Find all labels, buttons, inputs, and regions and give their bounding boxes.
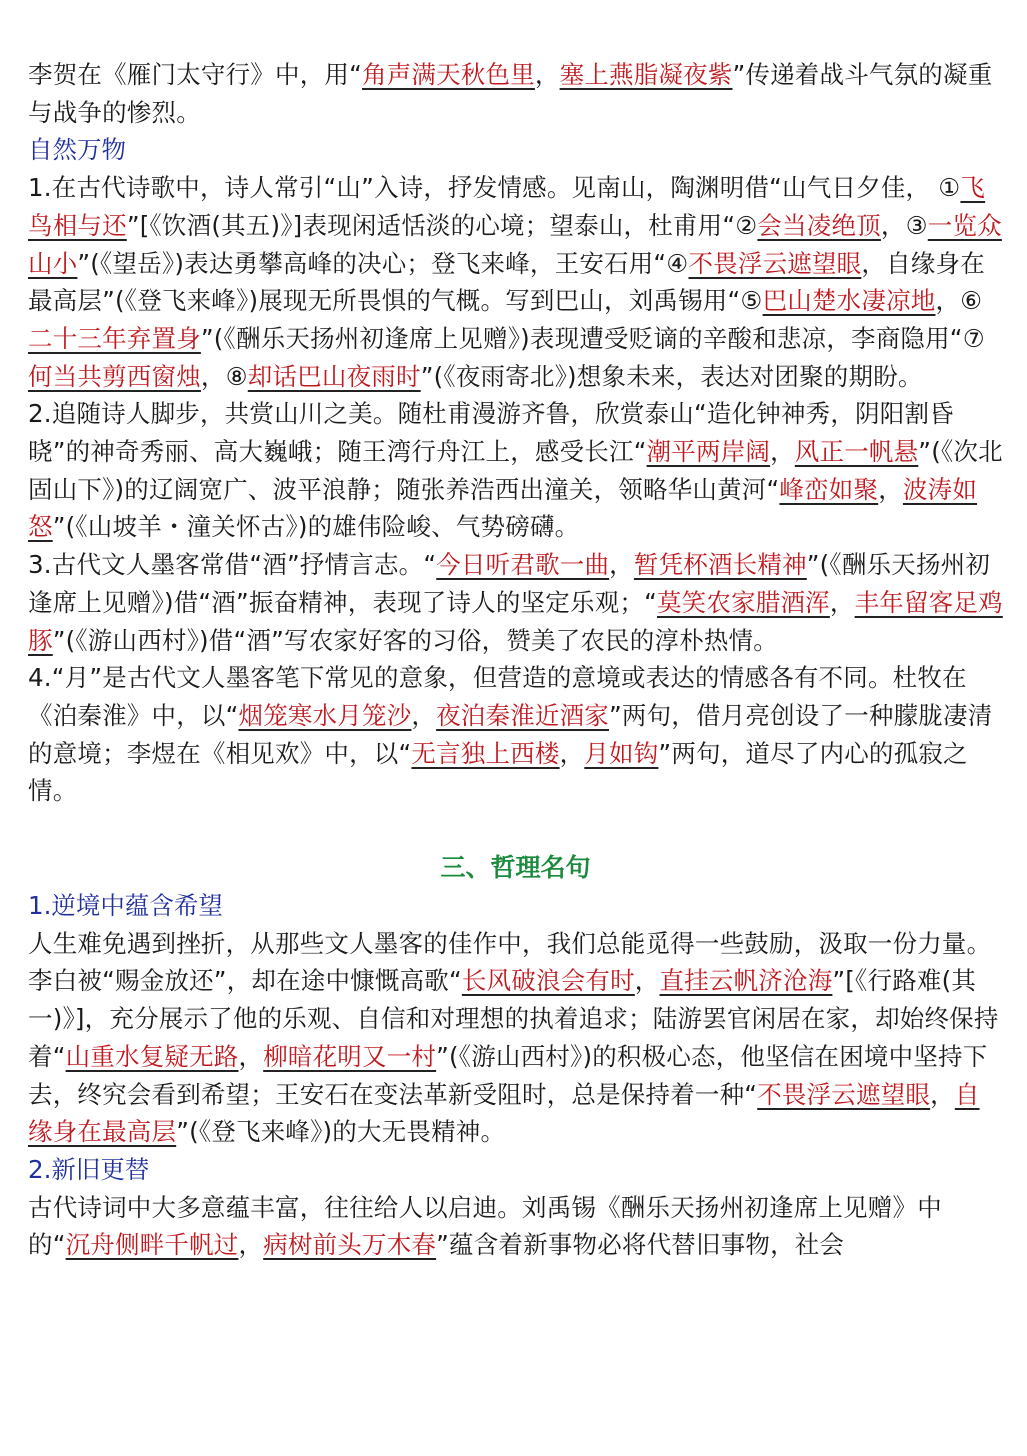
text: ， [238,1230,264,1260]
text: ”(《游山西村》)借“酒”写农家好客的习俗，赞美了农民的淳朴热情。 [52,625,778,655]
quote-highlight: 何当共剪西窗烛 [28,361,201,391]
text: ， [634,966,660,996]
text: ， [238,1041,264,1071]
text: ”(《山坡羊・潼关怀古》)的雄伟险峻、气势磅礴。 [52,512,580,542]
paragraph-landscape [28,395,1003,546]
paragraph-moon [28,659,1003,810]
quote-highlight: 无言独上西楼 [411,738,560,768]
text: ， [534,60,560,89]
text: ”(《登飞来峰》)的大无畏精神。 [176,1117,506,1147]
text: ”(《夜雨寄北》)想象未来，表达对团聚的期盼。 [420,361,923,391]
paragraph-mountains [28,169,1003,395]
text: 人生难免遇到挫折，从那些文人墨客的佳作中，我们总能觅得一些鼓励，汲取一份力量。李白被“赐金放还”，却在途中慷慨高歌“ [28,928,992,996]
text: 2.追随诗人脚步，共赏山川之美。随杜甫漫游齐鲁，欣赏泰山“造化钟神秀，阴阳割昏晓”的神奇秀丽、高大巍峨；随王湾行舟江上，感受长江“ [28,399,954,467]
text: ”[《行路难(其一)》]，充分展示了他的乐观、自信和对理想的执着追求；陆游罢官闲居在家，却始终保持着“ [28,966,999,1071]
quote-highlight: 却话巴山夜雨时 [247,361,421,391]
text: 4.“月”是古代文人墨客笔下常见的意象，但营造的意境或表达的情感各有不同。杜牧在《泊秦淮》中，以“ [28,663,967,730]
quote-highlight: 沉舟侧畔千帆过 [65,1230,239,1260]
text: ”(《酬乐天扬州初逢席上见赠》)表现遭受贬谪的辛酸和悲凉，李商隐用“⑦ [200,323,985,353]
text: ”两句，借月亮创设了一种朦胧凄清的意境；李煜在《相见欢》中，以“ [28,700,993,768]
quote-highlight: 烟笼寒水月笼沙 [238,700,412,730]
text: ”(《次北固山下》)的辽阔宽广、波平浪静；随张养浩西出潼关，领略华山黄河“ [28,437,1003,504]
text: ，③ [880,210,928,240]
text: ， [559,738,585,768]
quote-highlight: 不畏浮云遮望眼 [757,1079,931,1109]
subheading-nature: 自然万物 [28,135,126,165]
quote-highlight: 长风破浪会有时 [461,966,635,996]
subheading-change: 2.新旧更替 [28,1154,150,1184]
quote-highlight: 风正一帆悬 [794,437,919,467]
quote-highlight: 丰年留客足鸡豚 [28,587,1003,655]
text: ，⑧ [200,361,248,391]
document-page [28,56,1003,1264]
quote-highlight: 自缘身在最高层 [28,1079,980,1147]
text: ，自缘身在最高层”(《登飞来峰》)展现无所畏惧的气概。写到巴山，刘禹锡用“⑤ [28,248,985,316]
quote-highlight: 会当凌绝顶 [757,210,881,240]
text: 古代诗词中大多意蕴丰富，往往给人以启迪。刘禹锡《酬乐天扬州初逢席上见赠》中的“ [28,1192,942,1260]
text: ， [609,550,634,580]
text: 3.古代文人墨客常借“酒”抒情言志。“ [28,550,437,580]
text: ”(《望岳》)表达勇攀高峰的决心；登飞来峰，王安石用“④ [77,248,689,278]
quote-highlight: 巴山楚水凄凉地 [762,286,936,316]
subheading-adversity: 1.逆境中蕴含希望 [28,891,223,921]
quote-highlight: 莫笑农家腊酒浑 [656,587,830,617]
quote-highlight: 二十三年弃置身 [28,323,201,353]
text: ”(《酬乐天扬州初逢席上见赠》)借“酒”振奋精神，表现了诗人的坚定乐观；“ [28,550,991,617]
paragraph-wine [28,546,1003,659]
quote-highlight: 今日听君歌一曲 [436,550,610,580]
paragraph-change [28,1189,1003,1264]
text: ， [930,1079,955,1109]
text: ”传递着战斗气氛的凝重与战争的惨烈。 [28,60,993,127]
quote-highlight: 波涛如怒 [28,474,978,542]
text: ”(《游山西村》)的积极心态，他坚信在困境中坚持下去，终究会看到希望；王安石在变法革新受阻时，总是保持着一种“ [28,1041,988,1109]
text: ”蕴含着新事物必将代替旧事物，社会 [436,1230,845,1260]
text: ，⑥ [935,286,983,316]
text: ， [770,437,795,467]
paragraph-adversity [28,925,1003,1151]
quote-highlight: 月如钩 [584,738,659,768]
quote-highlight: 一览众山小 [28,210,1002,278]
text: ”[《饮酒(其五)》]表现闲适恬淡的心境；望泰山，杜甫用“② [126,210,758,240]
quote-highlight: 峰峦如聚 [779,474,879,504]
section-title: 三、哲理名句 [440,853,591,883]
quote-highlight: 塞上燕脂凝夜紫 [559,60,733,89]
text: ， [878,474,903,504]
quote-highlight: 夜泊秦淮近酒家 [436,700,610,730]
quote-highlight: 不畏浮云遮望眼 [688,248,862,278]
text: ， [411,700,437,730]
quote-highlight: 病树前头万木春 [263,1230,437,1260]
quote-highlight: 山重水复疑无路 [65,1041,239,1071]
quote-highlight: 暂凭杯酒长精神 [633,550,807,580]
quote-highlight: 潮平两岸阔 [646,437,771,467]
quote-highlight: 直挂云帆济沧海 [659,966,833,996]
quote-highlight: 角声满天秋色里 [362,60,535,89]
text: 1.在古代诗歌中，诗人常引“山”入诗，抒发情感。见南山，陶渊明借“山气日夕佳， ① [28,173,961,203]
quote-highlight: 柳暗花明又一村 [263,1041,437,1071]
quote-highlight: 飞鸟相与还 [28,173,986,240]
text: ， [829,587,855,617]
text: 李贺在《雁门太守行》中，用“ [28,60,362,89]
paragraph-war [28,56,1003,131]
text: ”两句，道尽了内心的孤寂之情。 [28,738,968,806]
